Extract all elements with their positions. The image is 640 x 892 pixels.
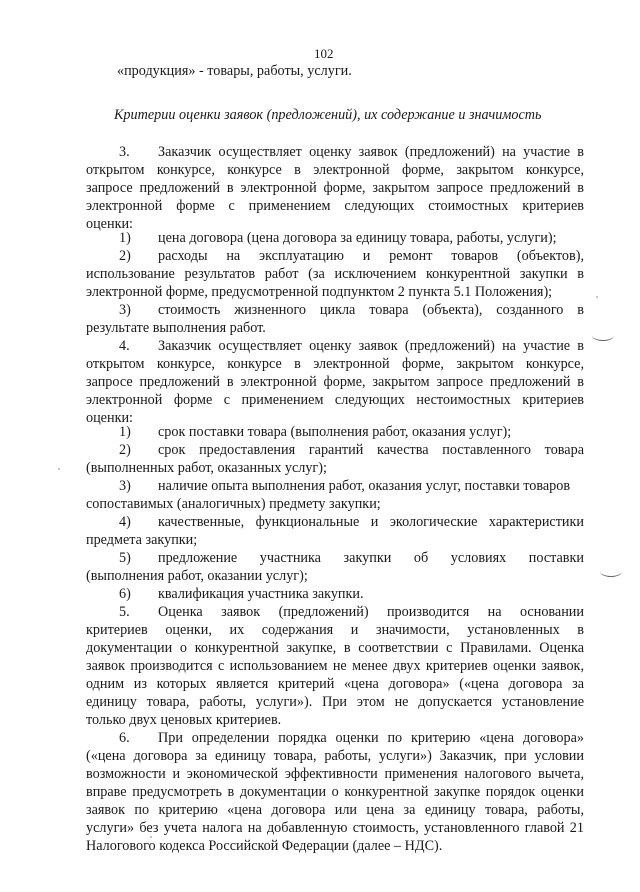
paragraph-line: открытом конкурсе, конкурсе в электронной форме, закрытом конкурсе, (86, 162, 584, 178)
paragraph-line: Заказчик осуществляет оценку заявок (предложений) на участие в (158, 144, 584, 160)
paragraph-line: электронной форме с применением следующих стоимостных критериев (86, 198, 584, 214)
list-item-number: 1) (119, 230, 131, 246)
paragraph-line: электронной форме с применением следующих нестоимостных критериев (86, 392, 584, 408)
paragraph-number: 6. (119, 730, 130, 746)
list-item: срок предоставления гарантий качества поставленного товара (158, 442, 584, 458)
list-item-number: 6) (119, 586, 131, 602)
paragraph-number: 3. (119, 144, 130, 160)
margin-mark (600, 566, 622, 577)
list-item: предложение участника закупки об условиях поставки (158, 550, 584, 566)
paragraph-line: только двух ценовых критериев. (86, 712, 282, 728)
list-item-number: 3) (119, 478, 131, 494)
paragraph-line: («цена договора за единицу товара, работы, услуги») Заказчик, при условии (86, 748, 584, 764)
list-item-line: результате выполнения работ. (86, 320, 266, 336)
paragraph-line: критериев оценки, их содержания и значимости, установленных в (86, 622, 584, 638)
paragraph-line: запросе предложений в электронной форме, закрытом запросе предложений в (86, 374, 584, 390)
list-item-number: 2) (119, 442, 131, 458)
section-heading: Критерии оценки заявок (предложений), их содержание и значимость (114, 107, 542, 123)
list-item-line: использование результатов работ (за исключением конкурентной закупки в (86, 266, 584, 282)
paragraph-line: При определении порядка оценки по критерию «цена договора» (158, 730, 584, 746)
list-item-line: (выполненных работ, оказанных услуг); (86, 460, 327, 476)
page-number: 102 (314, 46, 334, 61)
list-item-number: 1) (119, 424, 131, 440)
paragraph-line: единицу товара, работы, услуги»). При этом не допускается установление (86, 694, 584, 710)
list-item-number: 2) (119, 248, 131, 264)
paragraph-line: одним из которых является критерий «цена договора» («цена договора за (86, 676, 584, 692)
list-item-number: 5) (119, 550, 131, 566)
paragraph-line: заявок по критерию «цена договора или цена за единицу товара, работы, (86, 802, 584, 818)
margin-mark (592, 330, 614, 341)
list-item-number: 3) (119, 302, 131, 318)
paragraph-line: открытом конкурсе, конкурсе в электронной форме, закрытом конкурсе, (86, 356, 584, 372)
paragraph-line: вправе предусмотреть в документации о конкурентной закупке порядок оценки (86, 784, 584, 800)
list-item-number: 4) (119, 514, 131, 530)
paragraph-line: Налогового кодекса Российской Федерации (далее – НДС). (86, 838, 443, 854)
scan-speck (150, 836, 152, 838)
paragraph-line: услуги» без учета налога на добавленную стоимость, установленного главой 21 (86, 820, 584, 836)
scan-speck (58, 468, 60, 470)
paragraph-number: 4. (119, 338, 130, 354)
paragraph-line: возможности и экономической эффективности применения налогового вычета, (86, 766, 584, 782)
paragraph-line: запросе предложений в электронной форме, закрытом запросе предложений в (86, 180, 584, 196)
list-item: качественные, функциональные и экологические характеристики (158, 514, 584, 530)
list-item-line: (выполнения работ, оказании услуг); (86, 568, 308, 584)
paragraph-line: Оценка заявок (предложений) производится на основании (158, 604, 584, 620)
list-item: квалификация участника закупки. (158, 586, 364, 602)
paragraph-line: документации о конкурентной закупке, в соответствии с Правилами. Оценка (86, 640, 584, 656)
paragraph-line: Заказчик осуществляет оценку заявок (предложений) на участие в (158, 338, 584, 354)
list-item: расходы на эксплуатацию и ремонт товаров (объектов), (158, 248, 584, 264)
paragraph-number: 5. (119, 604, 130, 620)
definition-line: «продукция» - товары, работы, услуги. (117, 63, 352, 79)
list-item: цена договора (цена договора за единицу товара, работы, услуги); (158, 230, 557, 246)
list-item-line: предмета закупки; (86, 532, 198, 548)
list-item: наличие опыта выполнения работ, оказания услуг, поставки товаров (158, 478, 571, 494)
paragraph-line: оценки: (86, 410, 134, 426)
list-item-line: электронной форме, предусмотренной подпунктом 2 пункта 5.1 Положения); (86, 284, 553, 300)
list-item: срок поставки товара (выполнения работ, оказания услуг); (158, 424, 512, 440)
paragraph-line: заявок производится с использованием не менее двух критериев оценки заявок, (86, 658, 584, 674)
scan-speck (596, 296, 598, 298)
paragraph-line: оценки: (86, 216, 134, 232)
list-item-line: сопоставимых (аналогичных) предмету закупки; (86, 496, 381, 512)
list-item: стоимость жизненного цикла товара (объекта), созданного в (158, 302, 584, 318)
